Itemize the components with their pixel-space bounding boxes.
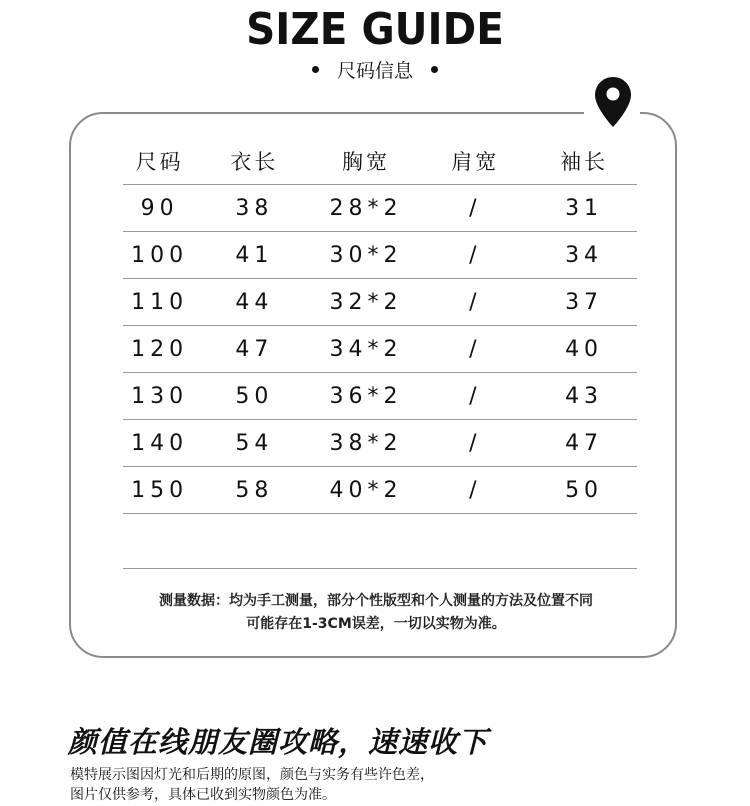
table-cell: 30*2 <box>329 242 403 268</box>
table-cell: / <box>469 383 482 409</box>
table-row <box>123 185 637 232</box>
table-cell: 34 <box>565 242 604 268</box>
table-cell: / <box>469 289 482 315</box>
table-cell: 140 <box>131 430 189 456</box>
table-cell: 32*2 <box>329 289 403 315</box>
table-cell: 47 <box>235 336 274 362</box>
table-cell: 28*2 <box>329 195 403 221</box>
table-cell: 40*2 <box>329 477 403 503</box>
table-cell: 37 <box>565 289 604 315</box>
disclaimer-line: 图片仅供参考，具体已收到实物颜色为准。 <box>70 787 336 803</box>
table-cell: 34*2 <box>329 336 403 362</box>
table-cell: 38 <box>235 195 274 221</box>
table-row <box>123 467 637 514</box>
table-row <box>123 232 637 279</box>
table-cell: / <box>469 242 482 268</box>
table-cell: / <box>469 336 482 362</box>
table-row <box>123 373 637 420</box>
note-line: 测量数据：均为手工测量，部分个性版型和个人测量的方法及位置不同 <box>159 593 593 609</box>
color-disclaimer <box>70 765 434 805</box>
disclaimer-line: 模特展示图因灯光和后期的原图，颜色与实务有些许色差， <box>70 767 434 783</box>
table-cell: 40 <box>565 336 604 362</box>
table-cell: 47 <box>565 430 604 456</box>
table-bottom-divider <box>123 568 637 569</box>
bullet-dot-right <box>431 66 438 73</box>
column-header: 衣长 <box>230 150 279 174</box>
size-table <box>123 138 637 514</box>
note-line: 可能存在1-3CM误差，一切以实物为准。 <box>246 616 506 632</box>
table-cell: 44 <box>235 289 274 315</box>
column-header: 尺码 <box>135 150 184 174</box>
bullet-dot-left <box>312 66 319 73</box>
table-cell: 36*2 <box>329 383 403 409</box>
table-cell: 90 <box>140 195 179 221</box>
page-title: SIZE GUIDE <box>246 4 504 55</box>
table-cell: 50 <box>235 383 274 409</box>
table-cell: 110 <box>131 289 189 315</box>
table-cell: 31 <box>565 195 604 221</box>
table-row <box>123 420 637 467</box>
table-cell: / <box>469 477 482 503</box>
table-cell: 41 <box>235 242 274 268</box>
table-cell: / <box>469 430 482 456</box>
subtitle-text: 尺码信息 <box>336 60 413 82</box>
table-cell: 43 <box>565 383 604 409</box>
table-cell: 54 <box>235 430 274 456</box>
page-subtitle <box>0 56 750 83</box>
table-cell: 130 <box>131 383 189 409</box>
location-pin-icon <box>594 76 632 128</box>
promo-headline: 颜值在线朋友圈攻略，速速收下 <box>68 725 489 759</box>
column-header: 肩宽 <box>451 150 500 174</box>
table-cell: 50 <box>565 477 604 503</box>
table-cell: 150 <box>131 477 189 503</box>
column-header: 袖长 <box>560 150 609 174</box>
table-header-row <box>123 138 637 185</box>
table-cell: / <box>469 195 482 221</box>
table-cell: 100 <box>131 242 189 268</box>
table-row <box>123 279 637 326</box>
column-header: 胸宽 <box>342 150 391 174</box>
measurement-note <box>96 590 656 636</box>
table-cell: 38*2 <box>329 430 403 456</box>
table-row <box>123 326 637 373</box>
table-cell: 120 <box>131 336 189 362</box>
table-cell: 58 <box>235 477 274 503</box>
